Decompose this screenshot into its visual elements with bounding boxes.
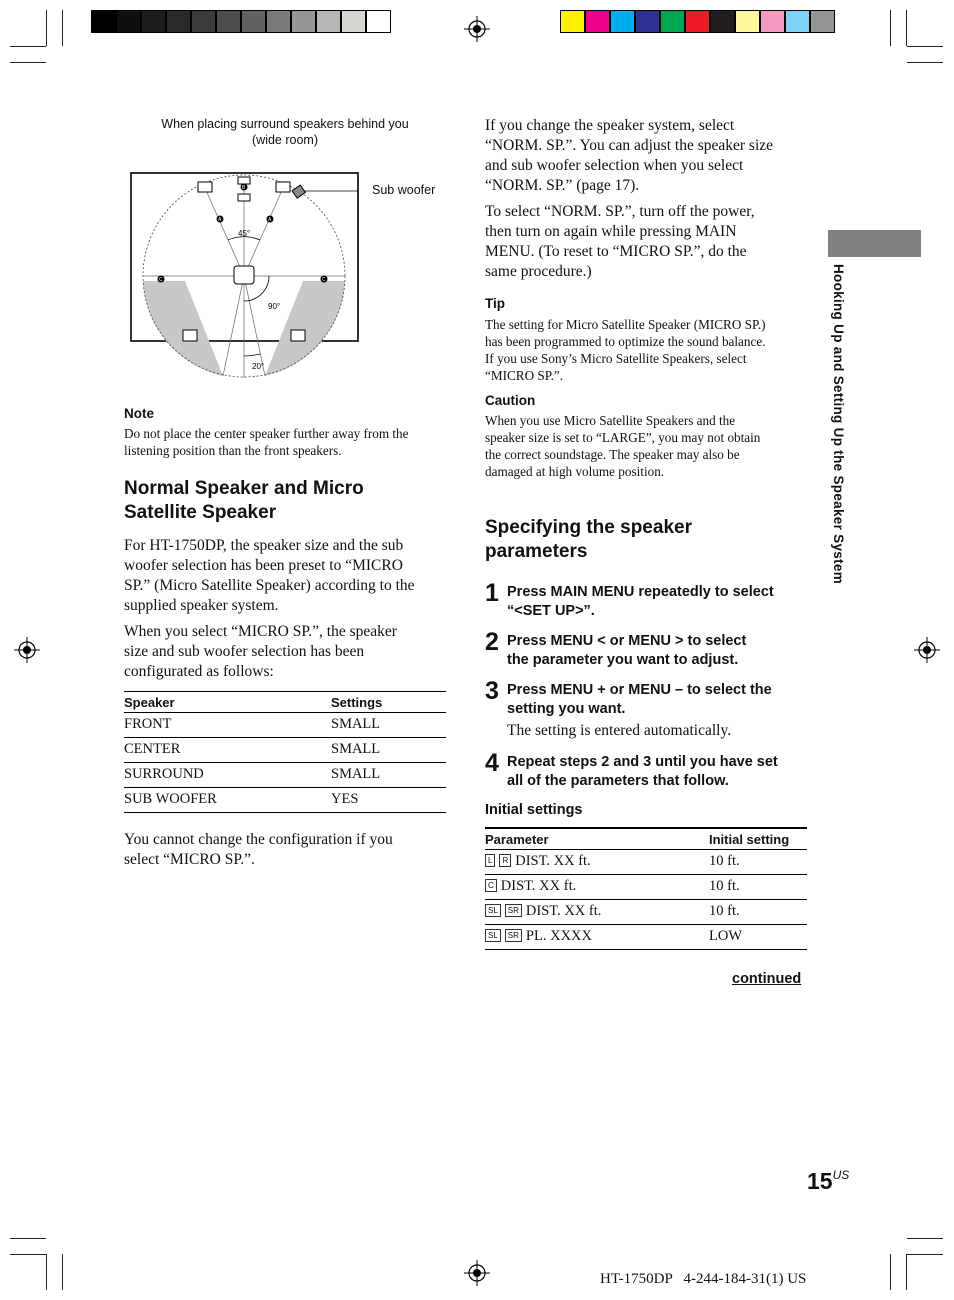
color-swatch <box>685 10 710 33</box>
registration-mark-icon <box>914 637 940 663</box>
section1-paragraph-1: For HT-1750DP, the speaker size and the sub woofer selection has been preset to “MICRO SP.” (Micro Satellite Speaker) according to the supplied speaker system. <box>124 537 415 614</box>
table-row: SUB WOOFER YES <box>124 788 446 813</box>
angle-90-label: 90° <box>268 302 281 311</box>
surround-right-speaker-icon: SR <box>505 929 522 942</box>
color-swatch <box>610 10 635 33</box>
color-swatch <box>810 10 835 33</box>
angle-20-label: 20° <box>252 362 265 371</box>
marker-c: C <box>159 277 163 283</box>
table-row: C DIST. XX ft. 10 ft. <box>485 875 807 900</box>
step-number: 3 <box>485 677 499 705</box>
column-header-initial-setting: Initial setting <box>709 828 807 850</box>
registration-mark-icon <box>464 16 490 42</box>
crop-mark <box>10 1254 46 1255</box>
marker-a: A <box>218 217 222 223</box>
gray-swatch <box>291 10 316 33</box>
initial-settings-table <box>485 827 807 950</box>
gray-swatch <box>91 10 116 33</box>
gray-swatch <box>366 10 391 33</box>
note-heading: Note <box>124 406 154 421</box>
crop-mark <box>890 10 891 46</box>
color-swatch <box>760 10 785 33</box>
angle-45-label: 45° <box>238 229 251 238</box>
step-number: 2 <box>485 628 499 656</box>
speaker-settings-table <box>124 691 446 813</box>
gray-swatch <box>216 10 241 33</box>
gray-swatch <box>191 10 216 33</box>
diagram-caption: When placing surround speakers behind you (wide room) <box>161 117 409 147</box>
section1-paragraph-2: When you select “MICRO SP.”, the speaker size and sub woofer selection has been configurated as follows: <box>124 623 397 680</box>
step-number: 4 <box>485 749 499 777</box>
column-header-speaker: Speaker <box>124 692 331 713</box>
table-header-row <box>124 692 446 713</box>
crop-mark <box>907 1254 943 1255</box>
caution-heading: Caution <box>485 393 536 408</box>
crop-mark <box>62 10 63 46</box>
speaker-system-paragraph: If you change the speaker system, select “NORM. SP.”. You can adjust the speaker size and sub woofer selection when you select “NORM. SP.” (page 17). <box>485 117 774 194</box>
table-header-row <box>485 828 807 850</box>
crop-mark <box>10 46 46 47</box>
sub-woofer-label: Sub woofer <box>372 183 436 197</box>
color-swatch <box>560 10 585 33</box>
page-suffix: US <box>832 1168 850 1182</box>
gray-swatch <box>116 10 141 33</box>
crop-mark <box>907 46 943 47</box>
crop-mark <box>890 1254 891 1290</box>
norm-sp-paragraph: To select “NORM. SP.”, turn off the power, then turn on again while pressing MAIN MENU. (To reset to “MICRO SP.”, do the same procedure.) <box>485 203 755 280</box>
crop-mark <box>906 10 907 46</box>
chapter-tab <box>828 230 921 257</box>
model-code: HT-1750DP 4-244-184-31(1) US <box>600 1271 807 1287</box>
table-row: FRONT SMALL <box>124 713 446 738</box>
table-row: L R DIST. XX ft. 10 ft. <box>485 850 807 875</box>
color-swatch <box>710 10 735 33</box>
section-title-normal-micro: Normal Speaker and Micro Satellite Speaker <box>124 478 364 523</box>
crop-mark <box>46 1254 47 1290</box>
crop-mark <box>907 1238 943 1239</box>
step-number: 1 <box>485 579 499 607</box>
caution-text: When you use Micro Satellite Speakers and the speaker size is set to “LARGE”, you may not obtain the correct soundstage. The speaker may also be damaged at high volume position. <box>485 413 761 479</box>
column-header-settings: Settings <box>331 692 446 713</box>
center-speaker-icon: C <box>485 879 497 892</box>
color-swatch <box>660 10 685 33</box>
crop-mark <box>62 1254 63 1290</box>
gray-swatch <box>166 10 191 33</box>
tip-heading: Tip <box>485 296 505 311</box>
marker-b: B <box>242 185 246 191</box>
initial-settings-heading: Initial settings <box>485 802 583 818</box>
page-number: $15^{US}$ <box>807 1168 850 1194</box>
table-row: CENTER SMALL <box>124 738 446 763</box>
crop-mark <box>46 10 47 46</box>
speaker-placement-diagram <box>128 168 368 383</box>
gray-swatch <box>341 10 366 33</box>
table-row: SURROUND SMALL <box>124 763 446 788</box>
tip-text: The setting for Micro Satellite Speaker (MICRO SP.) has been programmed to optimize the sound balance. If you use Sony’s Micro Satellite Speakers, select “MICRO SP.”. <box>485 317 766 383</box>
front-right-speaker-icon: R <box>499 854 511 867</box>
crop-mark <box>10 1238 46 1239</box>
gray-swatch <box>141 10 166 33</box>
gray-swatch <box>241 10 266 33</box>
table-row: SL SR DIST. XX ft. 10 ft. <box>485 900 807 925</box>
marker-c: C <box>322 277 326 283</box>
marker-a: A <box>268 217 272 223</box>
gray-swatch <box>266 10 291 33</box>
continued-label: continued <box>732 971 802 987</box>
crop-mark <box>906 1254 907 1290</box>
crop-mark <box>907 62 943 63</box>
color-swatch <box>735 10 760 33</box>
table-row: SL SR PL. XXXX LOW <box>485 925 807 950</box>
surround-left-speaker-icon: SL <box>485 904 501 917</box>
section1-paragraph-3: You cannot change the configuration if you select “MICRO SP.”. <box>124 831 393 868</box>
gray-swatch <box>316 10 341 33</box>
color-swatch <box>585 10 610 33</box>
chapter-title-vertical: Hooking Up and Setting Up the Speaker System <box>831 264 846 585</box>
surround-right-speaker-icon: SR <box>505 904 522 917</box>
column-header-parameter: Parameter <box>485 828 709 850</box>
color-swatch <box>635 10 660 33</box>
crop-mark <box>10 62 46 63</box>
front-left-speaker-icon: L <box>485 854 495 867</box>
section-title-speaker-parameters: Specifying the speaker parameters <box>485 517 692 562</box>
registration-mark-icon <box>464 1260 490 1286</box>
color-swatch <box>785 10 810 33</box>
note-text: Do not place the center speaker further away from the listening position than the front speakers. <box>124 426 409 458</box>
surround-left-speaker-icon: SL <box>485 929 501 942</box>
registration-mark-icon <box>14 637 40 663</box>
